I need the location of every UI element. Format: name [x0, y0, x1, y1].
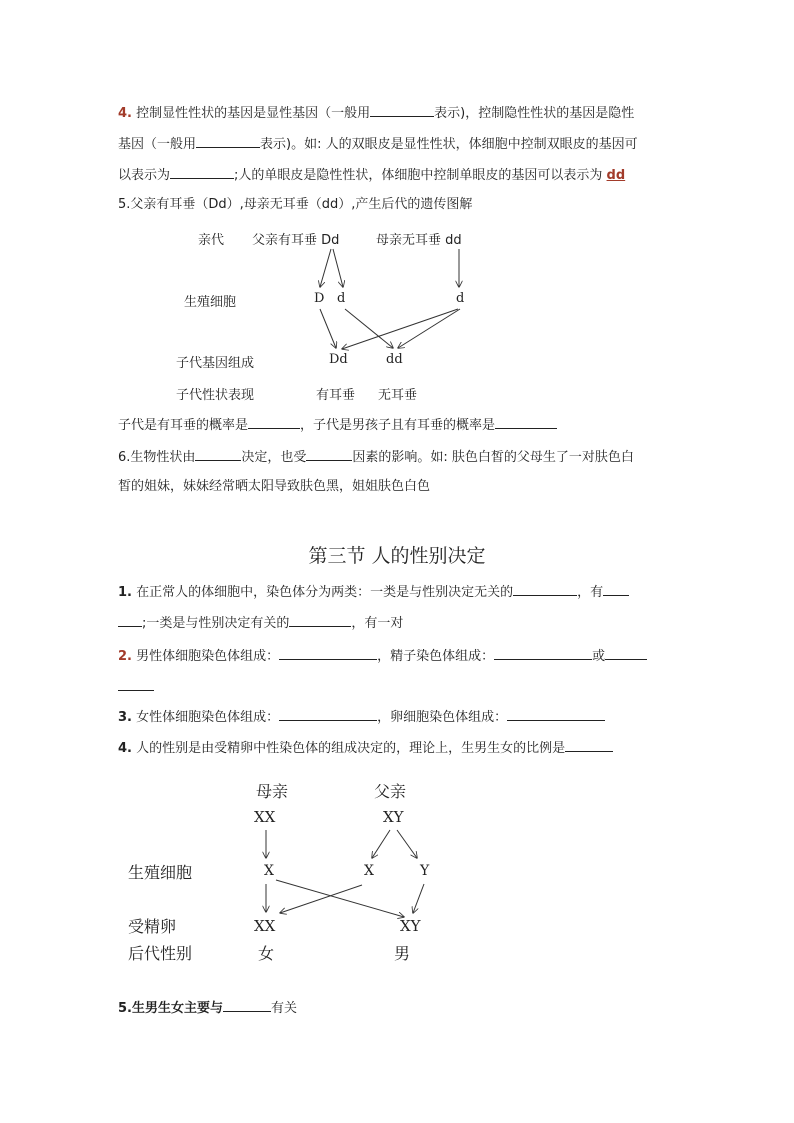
q4-text-e: 以表示为	[118, 168, 171, 183]
s3-q2-text-b: ，精子染色体组成：	[377, 649, 495, 664]
arrow-xy-to-x	[372, 830, 390, 858]
q6-text-b: 决定，也受	[241, 450, 307, 465]
arrow-fx-to-xx	[280, 885, 362, 913]
s3-q1-text-a: 在正常人的体细胞中，染色体分为两类：一类是与性别决定无关的	[136, 585, 514, 600]
q5-text: 5.父亲有耳垂（Dd）,母亲无耳垂（dd）,产生后代的遗传图解	[118, 197, 473, 212]
s3-q3-number: 3.	[118, 710, 132, 725]
s3-q2-text-c: 或	[592, 649, 606, 664]
d1-gamete-d-father: d	[337, 291, 346, 306]
d1-offspring-Dd: Dd	[329, 352, 348, 367]
arrow-d-mom-to-Dd	[342, 309, 458, 349]
d1-parent-label: 亲代	[198, 233, 225, 248]
d2-father-gamete-y: Y	[420, 863, 430, 879]
q4-number: 4.	[118, 106, 132, 121]
arrow-fy-to-xy	[413, 884, 424, 913]
arrow-mx-to-xy	[276, 880, 404, 917]
section-title: 第三节 人的性别决定	[308, 545, 486, 567]
arrow-D-to-Dd	[320, 309, 336, 348]
s3-q1-text-d: ，有一对	[351, 616, 404, 631]
d1-gamete-label: 生殖细胞	[184, 295, 237, 310]
d2-zygote-xy: XY	[400, 917, 421, 935]
d1-offspring-label: 子代基因组成	[176, 356, 255, 371]
d2-father: 父亲	[374, 782, 407, 801]
d2-sex-male: 男	[394, 944, 411, 963]
d2-mother-genotype: XX	[254, 808, 276, 826]
d1-trait-label: 子代性状表现	[176, 388, 255, 403]
d1-gamete-D: D	[314, 291, 325, 306]
q4-text-a: 控制显性性状的基因是显性基因（一般用	[136, 106, 371, 121]
s3-q4-number: 4.	[118, 741, 132, 756]
arrow-d-to-dd	[345, 309, 393, 348]
d2-zygote-label: 受精卵	[128, 917, 177, 936]
d1-gamete-d-mother: d	[456, 291, 465, 306]
prob-text-a: 子代是有耳垂的概率是	[118, 418, 249, 433]
d2-sex-female: 女	[258, 944, 275, 963]
q6-text-a: 6.生物性状由	[118, 450, 196, 465]
s3-q2-text-a: 男性体细胞染色体组成：	[136, 649, 280, 664]
q6-text-d: 皙的姐妹，妹妹经常晒太阳导致肤色黑，姐姐肤色白色	[118, 479, 431, 494]
q4-text-c: 基因（一般用	[118, 137, 197, 152]
d1-trait-2: 无耳垂	[378, 388, 418, 403]
q4-text-b: 表示)，控制隐性性状的基因是隐性	[434, 106, 635, 121]
d2-father-genotype: XY	[383, 808, 404, 826]
d1-trait-1: 有耳垂	[316, 388, 356, 403]
s3-q3-text-a: 女性体细胞染色体组成：	[136, 710, 280, 725]
s3-q1-text-c: ;一类是与性别决定有关的	[142, 616, 290, 631]
d2-sex-label: 后代性别	[128, 944, 193, 963]
d1-father: 父亲有耳垂 Dd	[252, 233, 340, 248]
d2-mother-gamete-x: X	[264, 863, 274, 879]
s3-q5-text-a: 5.生男生女主要与	[118, 1001, 223, 1016]
d2-zygote-xx: XX	[254, 917, 276, 935]
arrow-xy-to-y	[397, 830, 417, 858]
d1-offspring-dd: dd	[386, 352, 403, 367]
q4-text-d: 表示)。如: 人的双眼皮是显性性状，体细胞中控制双眼皮的基因可	[260, 137, 638, 152]
s3-q2-number: 2.	[118, 649, 132, 664]
s3-q3-text-b: ，卵细胞染色体组成：	[377, 710, 508, 725]
arrow-dd-to-d	[333, 249, 343, 287]
q4-answer: dd	[606, 168, 626, 183]
s3-q1-number: 1.	[118, 585, 132, 600]
d2-mother: 母亲	[256, 782, 289, 801]
s3-q1-text-b: ，有	[577, 585, 604, 600]
s3-q5-text-b: 有关	[270, 1001, 297, 1016]
s3-q4-text-a: 人的性别是由受精卵中性染色体的组成决定的，理论上，生男生女的比例是	[136, 741, 566, 756]
prob-text-b: ，子代是男孩子且有耳垂的概率是	[300, 418, 496, 433]
q6-text-c: 因素的影响。如: 肤色白皙的父母生了一对肤色白	[352, 450, 634, 465]
d2-father-gamete-x: X	[364, 863, 374, 879]
arrow-dd-to-D	[320, 249, 331, 287]
d1-mother: 母亲无耳垂 dd	[376, 233, 462, 248]
arrow-d-mom-to-dd	[398, 309, 460, 348]
d2-gamete-label: 生殖细胞	[128, 863, 193, 882]
q4-text-f: ;人的单眼皮是隐性性状，体细胞中控制单眼皮的基因可以表示为	[234, 168, 603, 183]
